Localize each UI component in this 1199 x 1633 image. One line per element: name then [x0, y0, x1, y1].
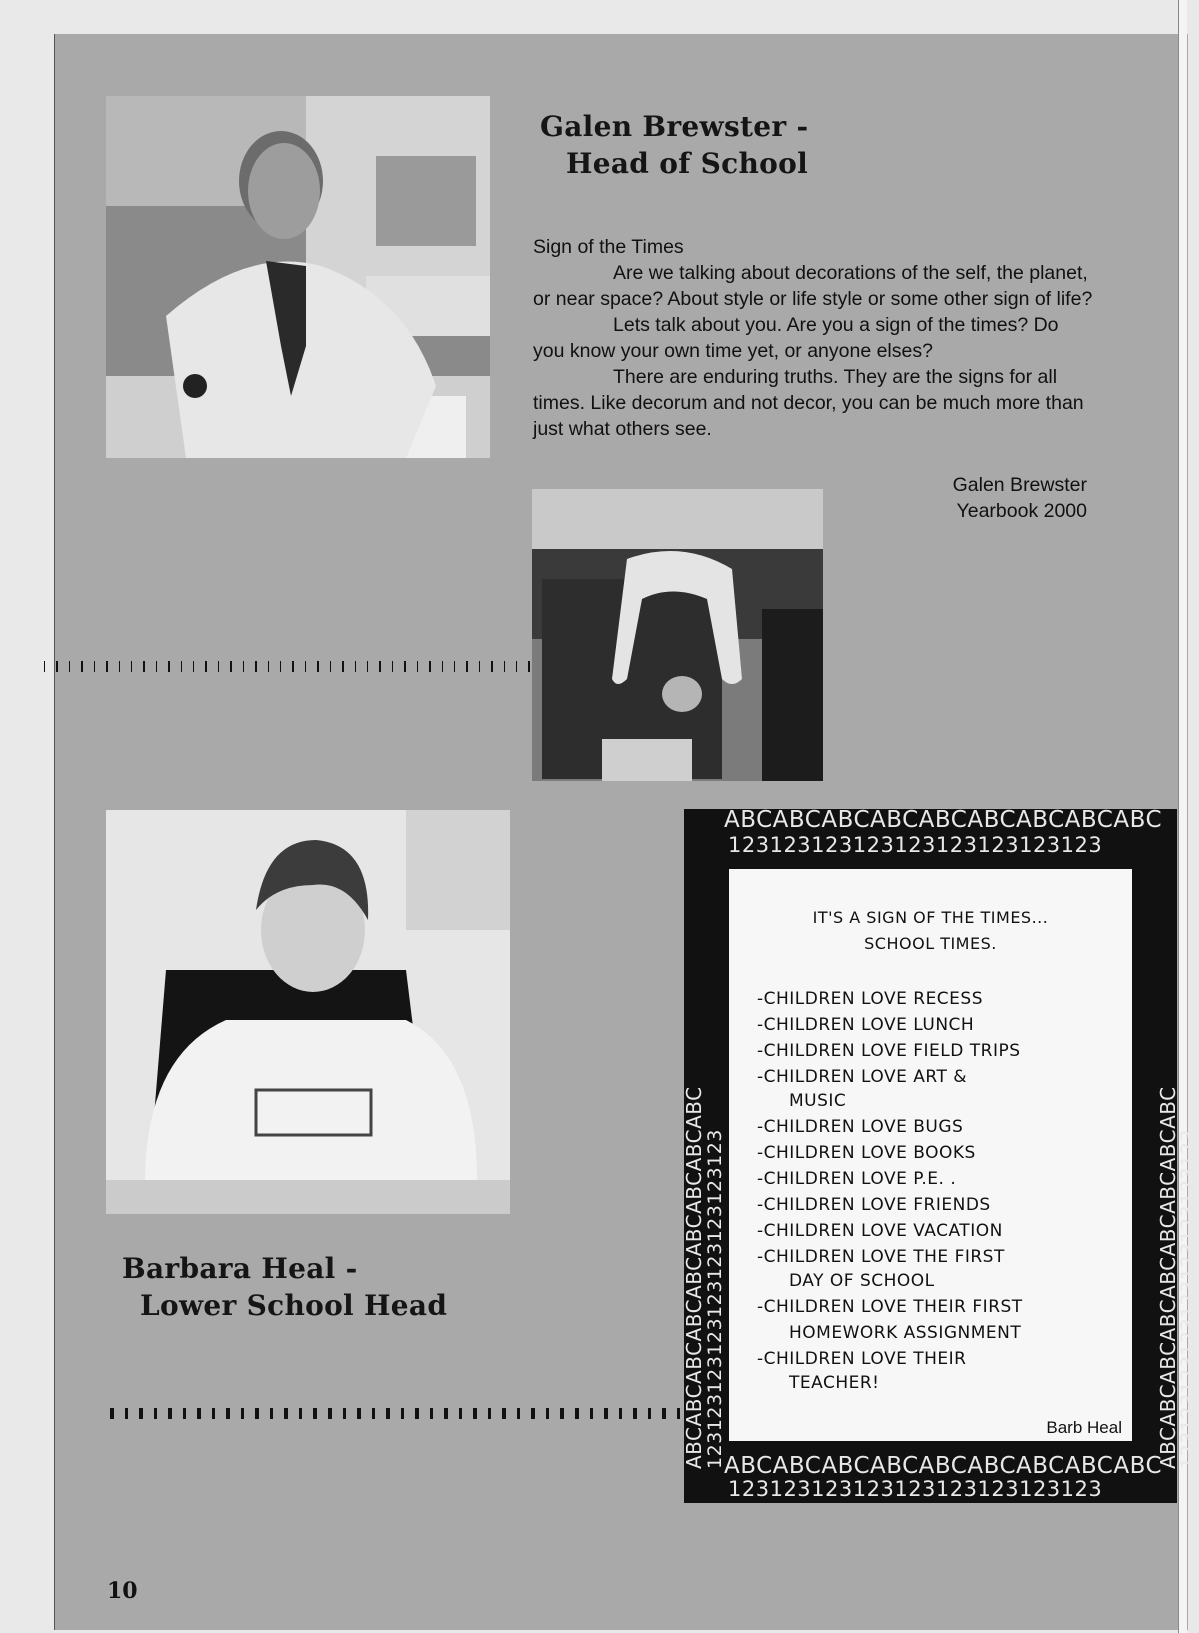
divider-dot	[560, 1408, 564, 1419]
galen-signature	[880, 472, 1087, 524]
divider-dot	[619, 1408, 623, 1419]
frame-left-letters: ABCABCABCABCABCABCABCABCABC	[682, 1086, 706, 1469]
divider-dot	[379, 661, 380, 672]
divider-dot	[81, 661, 82, 672]
poem-panel	[729, 869, 1132, 1441]
divider-dot	[143, 661, 144, 672]
poem-line: -CHILDREN LOVE FIELD TRIPS	[757, 1041, 1021, 1061]
divider-dot	[442, 661, 443, 672]
divider-dot	[156, 661, 157, 672]
divider-dot	[328, 1408, 332, 1419]
letter-paragraph-3: There are enduring truths. They are the signs for all times. Like decorum and not decor, you can be much more than just what others see.	[533, 366, 1084, 440]
divider-dot	[429, 661, 430, 672]
poem-line: -CHILDREN LOVE THE FIRST	[757, 1247, 1005, 1267]
divider-dot	[355, 661, 356, 672]
dotted-divider-bottom	[110, 1408, 680, 1418]
divider-dot	[473, 1408, 477, 1419]
signature-name: Galen Brewster	[952, 474, 1087, 496]
divider-dot	[284, 1408, 288, 1419]
galen-desk-photo	[532, 489, 823, 781]
poem-line: -CHILDREN LOVE RECESS	[757, 989, 984, 1009]
divider-dot	[342, 661, 343, 672]
poem-line: -CHILDREN LOVE BUGS	[757, 1117, 964, 1137]
poem-line: HOMEWORK ASSIGNMENT	[789, 1323, 1022, 1343]
divider-dot	[205, 661, 206, 672]
divider-dot	[241, 1408, 245, 1419]
poem-line: -CHILDREN LOVE THEIR FIRST	[757, 1297, 1023, 1317]
frame-top-numbers: 123123123123123123123123123	[728, 833, 1103, 857]
barbara-heal-photo	[106, 810, 510, 1214]
galen-title-line1: Galen Brewster -	[540, 110, 809, 143]
frame-left-numbers: 123123123123123123123123123	[704, 1129, 726, 1469]
divider-dot	[633, 1408, 637, 1419]
divider-dot	[466, 661, 467, 672]
divider-dot	[590, 1408, 594, 1419]
letter-paragraph-2: Lets talk about you. Are you a sign of the times? Do you know your own time yet, or anyone elses?	[533, 314, 1059, 362]
divider-dot	[131, 661, 132, 672]
divider-dot	[401, 1408, 405, 1419]
divider-dot	[94, 661, 95, 672]
divider-dot	[125, 1408, 129, 1419]
divider-dot	[677, 1408, 681, 1419]
frame-bottom-letters: ABCABCABCABCABCABCABCABCABC	[724, 1453, 1163, 1479]
divider-dot	[444, 1408, 448, 1419]
divider-dot	[454, 661, 455, 672]
divider-dot	[197, 1408, 201, 1419]
poem-heading-1: IT'S A SIGN OF THE TIMES...	[812, 908, 1049, 927]
divider-dot	[44, 661, 45, 672]
divider-dot	[255, 1408, 259, 1419]
divider-dot	[546, 1408, 550, 1419]
frame-bottom-numbers: 123123123123123123123123123	[728, 1477, 1103, 1501]
galen-title-line2: Head of School	[566, 147, 809, 180]
divider-dot	[168, 661, 169, 672]
divider-dot	[154, 1408, 158, 1419]
divider-dot	[212, 1408, 216, 1419]
divider-dot	[110, 1408, 114, 1419]
dotted-divider-top-right	[834, 661, 1187, 671]
divider-dot	[193, 661, 194, 672]
divider-dot	[479, 661, 480, 672]
divider-dot	[517, 1408, 521, 1419]
divider-dot	[417, 661, 418, 672]
divider-dot	[488, 1408, 492, 1419]
divider-dot	[313, 1408, 317, 1419]
divider-dot	[502, 1408, 506, 1419]
divider-dot	[404, 661, 405, 672]
divider-dot	[268, 661, 269, 672]
page-number: 10	[107, 1578, 138, 1604]
divider-dot	[367, 661, 368, 672]
divider-dot	[183, 1408, 187, 1419]
divider-dot	[504, 661, 505, 672]
divider-dot	[343, 1408, 347, 1419]
divider-dot	[317, 661, 318, 672]
frame-right-letters: ABCABCABCABCABCABCABCABCABC	[1156, 1086, 1180, 1469]
divider-dot	[139, 1408, 143, 1419]
divider-dot	[491, 661, 492, 672]
divider-dot	[119, 661, 120, 672]
divider-dot	[392, 661, 393, 672]
divider-dot	[292, 661, 293, 672]
letter-paragraph-1: Are we talking about decorations of the self, the planet, or near space? About style or life style or some other sign of life?	[533, 262, 1093, 310]
divider-dot	[386, 1408, 390, 1419]
galen-brewster-photo	[106, 96, 490, 458]
divider-dot	[357, 1408, 361, 1419]
poem-line: -CHILDREN LOVE ART &	[757, 1067, 968, 1087]
divider-dot	[168, 1408, 172, 1419]
divider-dot	[226, 1408, 230, 1419]
poem-line: -CHILDREN LOVE VACATION	[757, 1221, 1003, 1241]
divider-dot	[662, 1408, 666, 1419]
divider-dot	[106, 661, 107, 672]
divider-dot	[69, 661, 70, 672]
barbara-title	[122, 1250, 447, 1324]
signature-source: Yearbook 2000	[956, 500, 1087, 522]
divider-dot	[299, 1408, 303, 1419]
divider-dot	[459, 1408, 463, 1419]
poem-line: -CHILDREN LOVE THEIR	[757, 1349, 967, 1369]
divider-dot	[218, 661, 219, 672]
divider-dot	[430, 1408, 434, 1419]
frame-top-letters: ABCABCABCABCABCABCABCABCABC	[724, 807, 1163, 833]
frame-right-numbers: 123123123123123123123123123	[1177, 1129, 1199, 1469]
poem-line: MUSIC	[789, 1091, 847, 1111]
divider-dot	[330, 661, 331, 672]
divider-dot	[575, 1408, 579, 1419]
divider-dot	[243, 661, 244, 672]
barbara-title-line1: Barbara Heal -	[122, 1252, 358, 1285]
divider-dot	[372, 1408, 376, 1419]
poem-line: DAY OF SCHOOL	[789, 1271, 935, 1291]
poem-line: -CHILDREN LOVE BOOKS	[757, 1143, 976, 1163]
divider-dot	[604, 1408, 608, 1419]
galen-letter	[533, 234, 1093, 442]
divider-dot	[648, 1408, 652, 1419]
divider-dot	[531, 1408, 535, 1419]
divider-dot	[270, 1408, 274, 1419]
divider-dot	[181, 661, 182, 672]
galen-title	[540, 108, 808, 182]
poem-signature: Barb Heal	[1046, 1418, 1122, 1437]
barbara-title-line2: Lower School Head	[140, 1289, 448, 1322]
dotted-divider-top-left	[44, 661, 530, 671]
poem-line: TEACHER!	[789, 1373, 880, 1393]
divider-dot	[415, 1408, 419, 1419]
divider-dot	[280, 661, 281, 672]
divider-dot	[305, 661, 306, 672]
letter-title: Sign of the Times	[533, 236, 684, 258]
divider-dot	[528, 661, 529, 672]
poem-line: -CHILDREN LOVE FRIENDS	[757, 1195, 991, 1215]
poem-line: -CHILDREN LOVE P.E. .	[757, 1169, 957, 1189]
poem-line: -CHILDREN LOVE LUNCH	[757, 1015, 975, 1035]
divider-dot	[230, 661, 231, 672]
abc-border-frame	[682, 807, 1199, 1503]
divider-dot	[255, 661, 256, 672]
divider-dot	[516, 661, 517, 672]
divider-dot	[56, 661, 57, 672]
poem-heading-2: SCHOOL TIMES.	[864, 934, 997, 953]
